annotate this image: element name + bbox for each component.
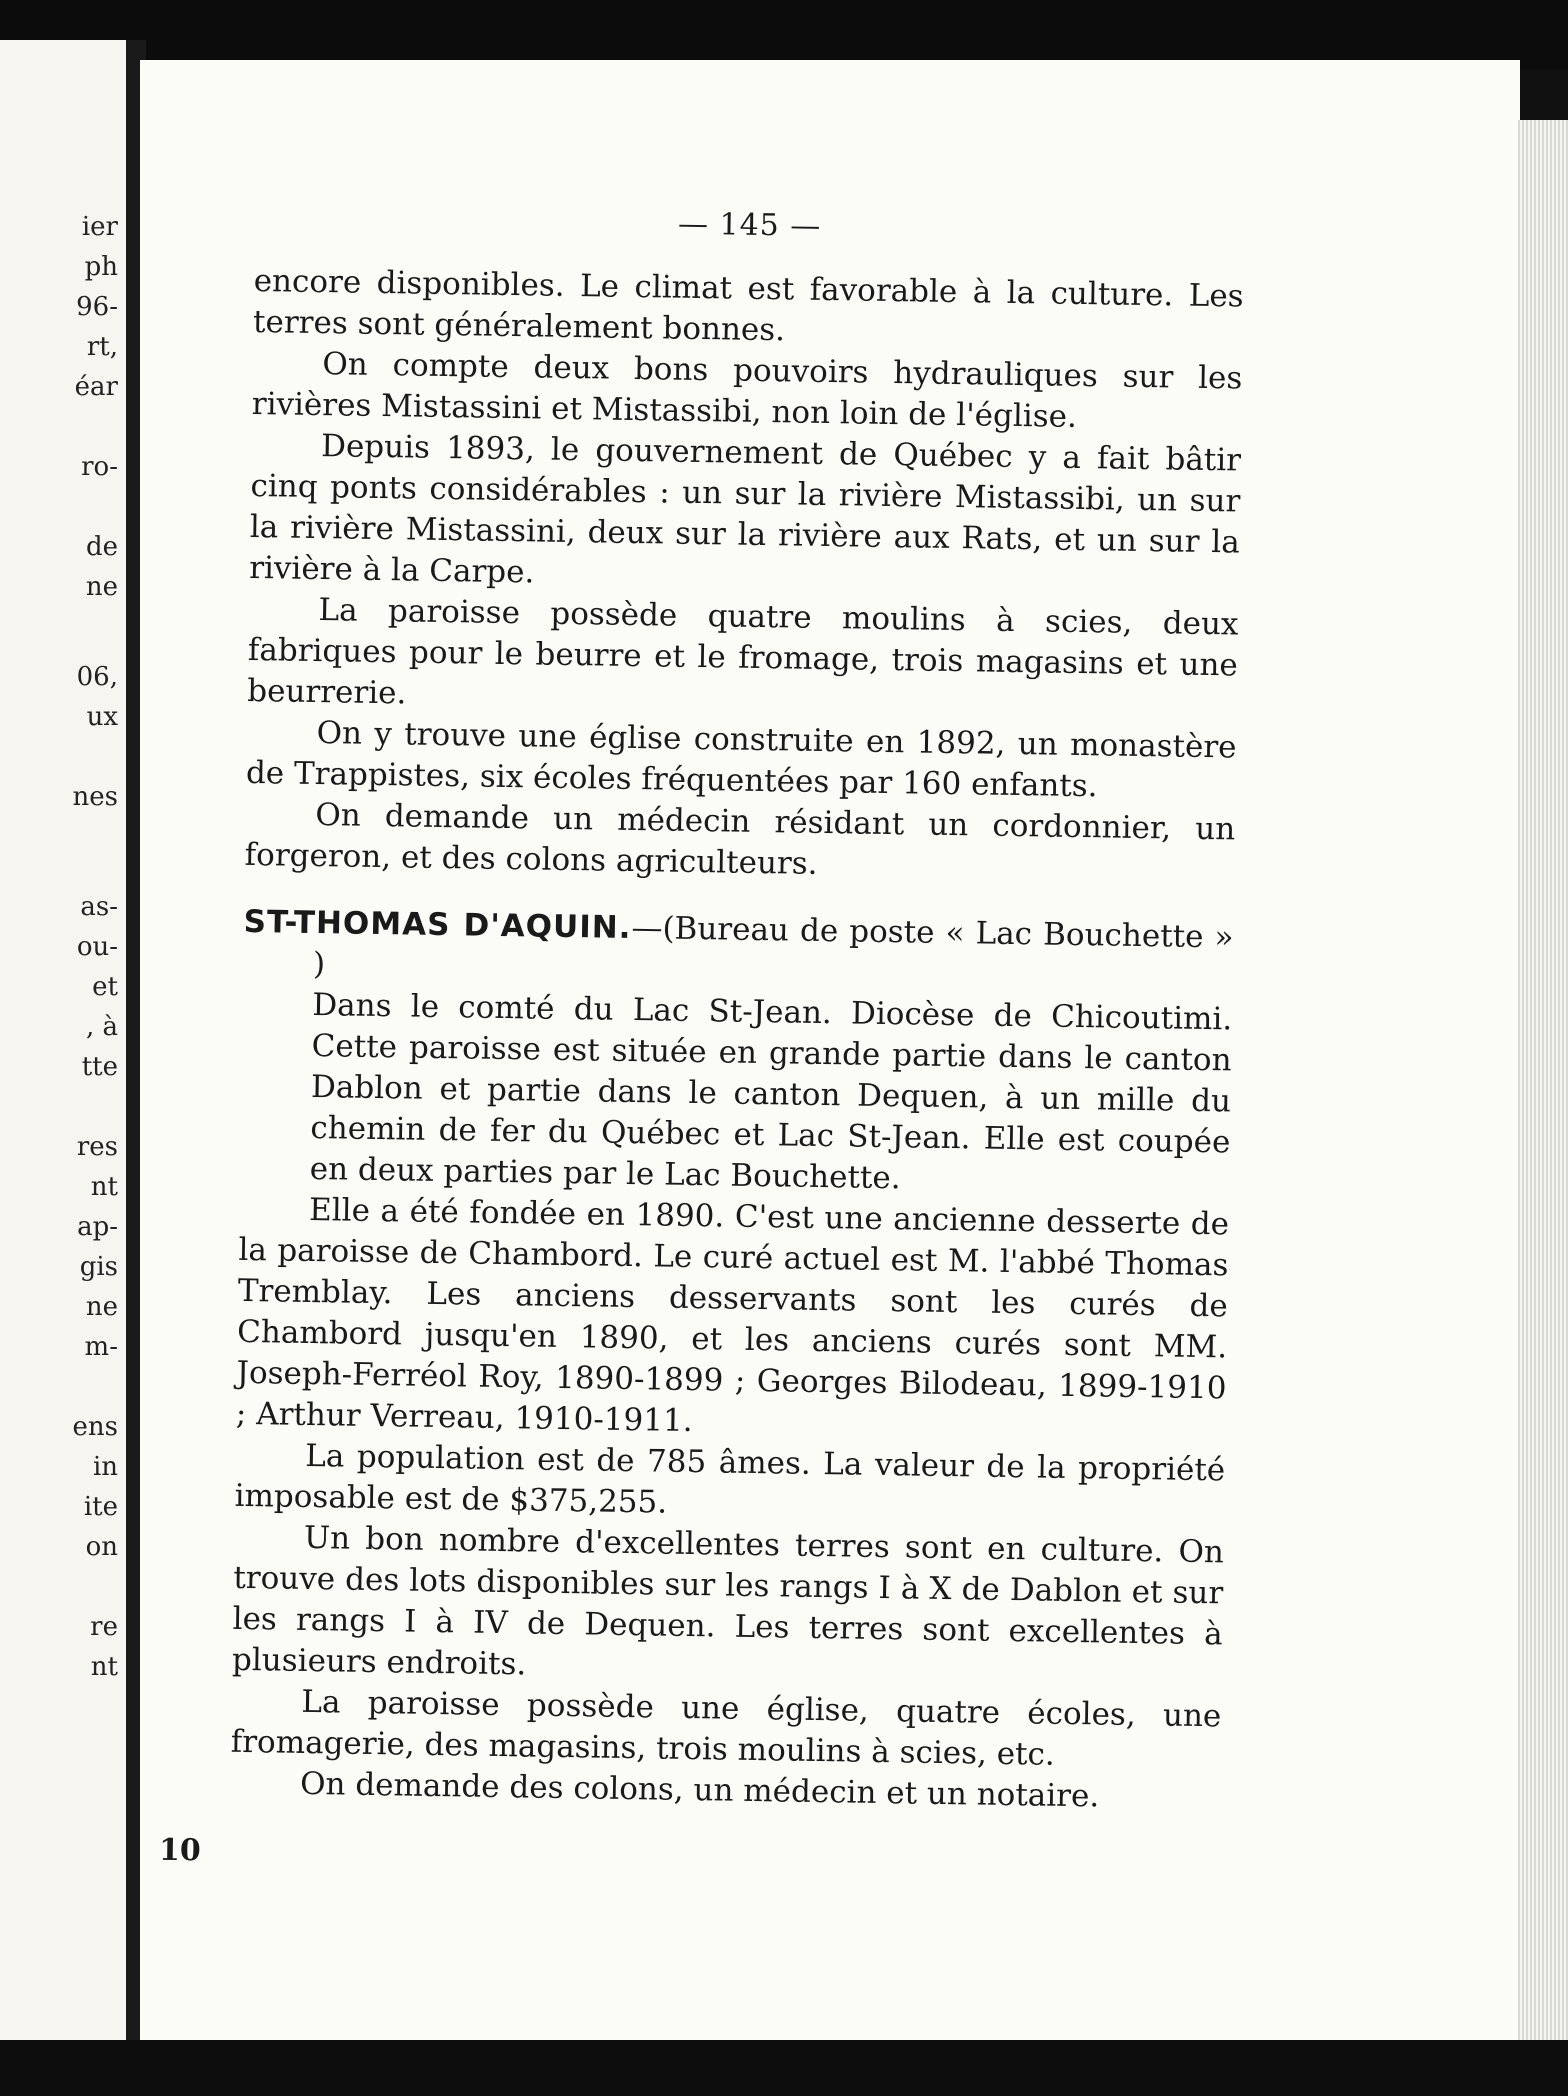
paragraph: La paroisse possède quatre moulins à scies, deux fabriques pour le beurre et le fromage, trois magasins et une beurrerie.	[247, 592, 1239, 712]
left-page-fragment: ro-	[81, 452, 118, 482]
entry-body	[239, 984, 1232, 1205]
paragraph: Depuis 1893, le gouvernement de Québec y a fait bâtir cinq ponts considérables : un sur la rivière Mistassibi, un sur la rivière Mistassini, deux sur la rivière aux Rats, et un sur la rivière à la Carpe.	[248, 428, 1242, 591]
left-page-fragment: tte	[81, 1052, 118, 1082]
paragraph-continuation: encore disponibles. Le climat est favorable à la culture. Les terres sont généralement bonnes.	[252, 262, 1244, 349]
bottom-shadow	[0, 2040, 1568, 2096]
left-page-fragment: ne	[85, 572, 118, 602]
left-page-fragment: m-	[84, 1332, 118, 1362]
paragraph: Elle a été fondée en 1890. C'est une ancienne desserte de la paroisse de Chambord. Le curé actuel est M. l'abbé Thomas Tremblay. Les anciens desservants sont les curés de Chambord jusqu'en 1890, et les anciens curés sont MM. Joseph-Ferréol Roy, 1890-1899 ; Georges Bilodeau, 1899-1910 ; Arthur Verreau, 1910-1911.	[235, 1191, 1230, 1440]
signature-mark: 10	[158, 1832, 202, 1869]
left-page-fragment: et	[92, 972, 118, 1002]
page-number: — 145 —	[677, 206, 822, 244]
left-page-fragment: nes	[72, 782, 118, 812]
left-page-fragment: , à	[85, 1012, 118, 1042]
left-page-fragment: ph	[84, 252, 118, 282]
left-page-fragment: ux	[86, 702, 118, 732]
entry-intro-paragraph: Dans le comté du Lac St-Jean. Diocèse de Chicoutimi. Cette paroisse est située en grande partie dans le canton Dablon et partie dans le canton Dequen, à un mille du chemin de fer du Québec et Lac St-Jean. Elle est coupée en deux parties par le Lac Bouchette.	[309, 987, 1233, 1197]
left-page-fragment: ite	[83, 1492, 118, 1522]
page-stack-edges	[1518, 120, 1568, 2050]
left-page-fragment: ier	[81, 212, 118, 242]
left-page-fragment: ap-	[77, 1212, 118, 1242]
left-page-fragment: de	[85, 532, 118, 562]
left-page-fragment: 06,	[76, 662, 118, 692]
paragraph: On demande un médecin résidant un cordonnier, un forgeron, et des colons agriculteurs.	[244, 797, 1236, 882]
entry-post-office: —(Bureau de poste « Lac Bouchette » )	[312, 910, 1234, 983]
page-content	[158, 200, 1245, 1884]
left-page-fragment: as-	[80, 892, 118, 922]
left-page-fragment: rt,	[86, 332, 118, 362]
paragraph: Un bon nombre d'excellentes terres sont en culture. On trouve des lots disponibles sur les rangs I à X de Dablon et sur les rangs I à IV de Dequen. Les terres sont excellentes à plusieurs endroits.	[231, 1519, 1225, 1683]
left-page-fragment: ne	[85, 1292, 118, 1322]
left-page-edge	[0, 40, 128, 2040]
left-page-fragment: in	[92, 1452, 118, 1482]
entry-heading-line	[243, 902, 1234, 1000]
left-page-fragment: ens	[72, 1412, 118, 1442]
paragraph: On y trouve une église construite en 1892, un monastère de Trappistes, six écoles fréquentées par 160 enfants.	[245, 715, 1237, 805]
left-page-fragment: nt	[90, 1172, 118, 1202]
left-page-fragment: 96-	[76, 292, 118, 322]
paragraph: La population est de 785 âmes. La valeur de la propriété imposable est de $375,255.	[234, 1437, 1226, 1521]
left-page-fragment: nt	[90, 1652, 118, 1682]
entry-title: ST-THOMAS D'AQUIN.	[243, 903, 632, 947]
left-page-fragment: res	[76, 1132, 118, 1162]
paragraph: La paroisse possède une église, quatre écoles, une fromagerie, des magasins, trois moulins à scies, etc.	[230, 1683, 1222, 1773]
left-page-fragment: on	[85, 1532, 118, 1562]
left-page-fragment: gis	[79, 1252, 118, 1282]
left-page-fragment: re	[90, 1612, 118, 1642]
left-page-fragment: éar	[74, 372, 118, 402]
paragraph: On demande des colons, un médecin et un notaire.	[299, 1765, 1100, 1815]
left-page-fragment: ou-	[76, 932, 118, 962]
paragraph: On compte deux bons pouvoirs hydrauliques sur les rivières Mistassini et Mistassibi, non loin de l'église.	[251, 346, 1243, 435]
